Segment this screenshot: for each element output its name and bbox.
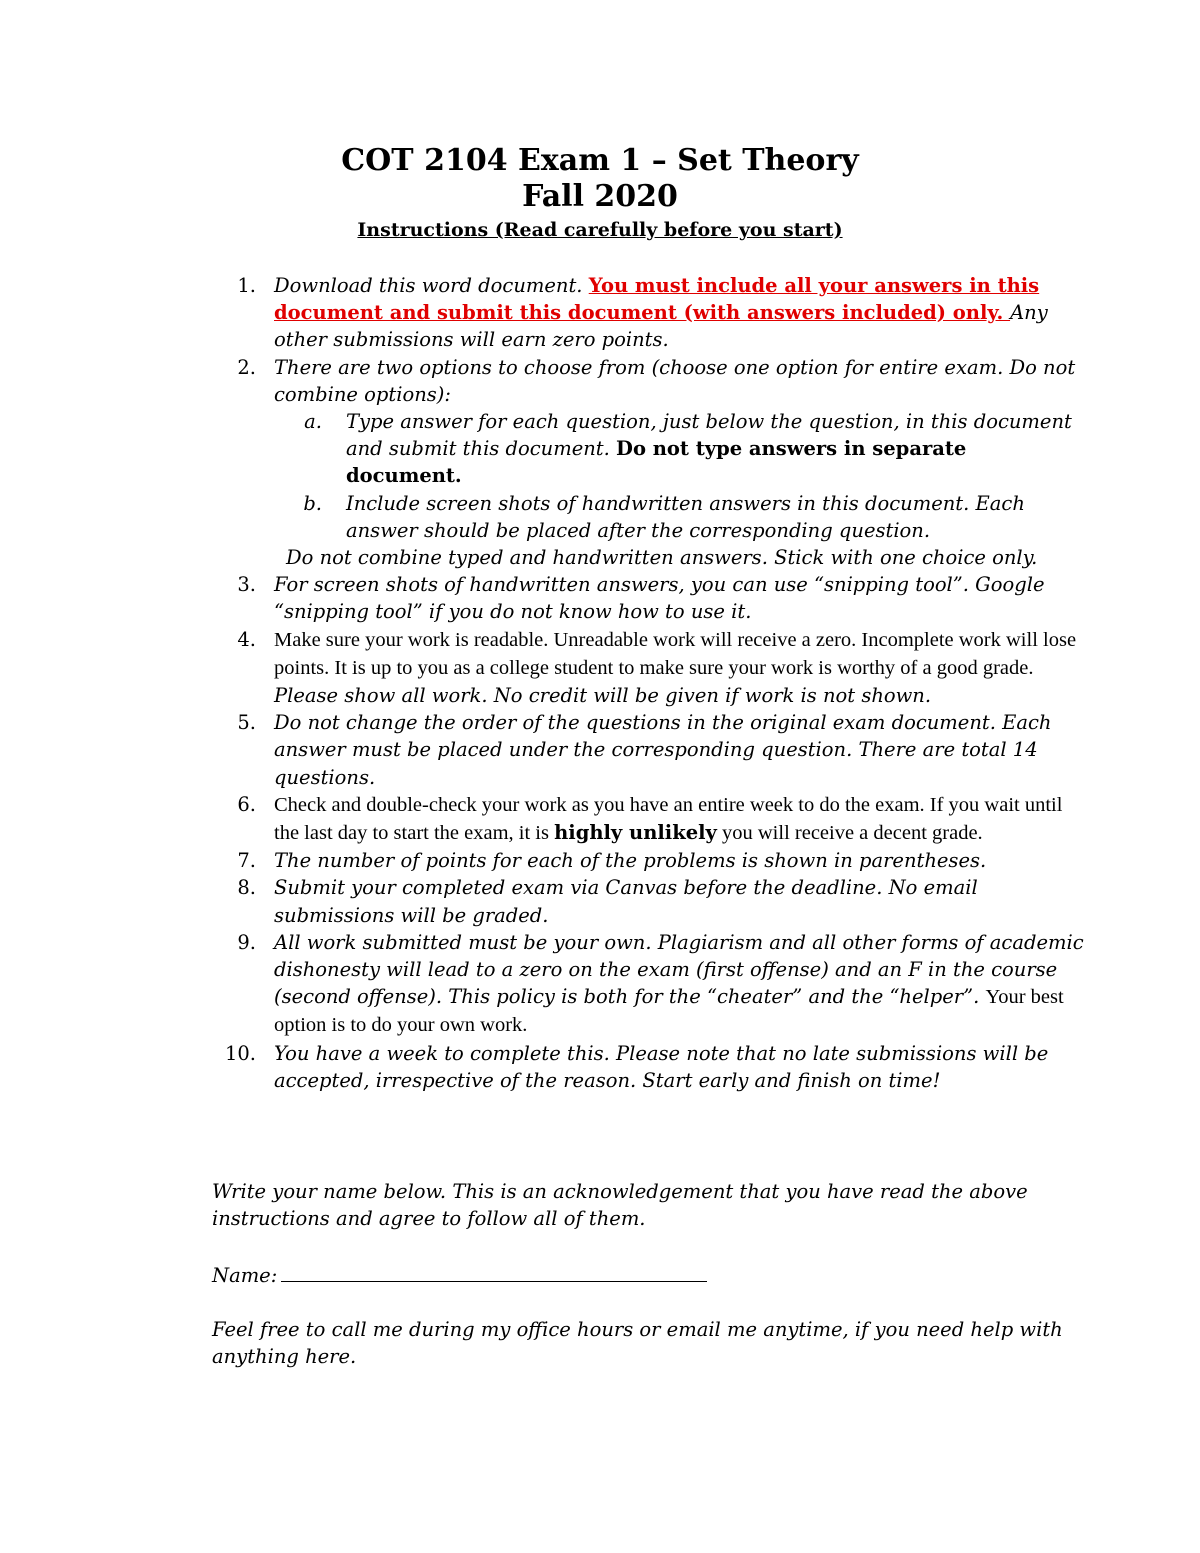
item-number: 5. <box>237 711 256 735</box>
subitem-text: Include screen shots of handwritten answers in this document. Each answer should be placed after the corresponding question. <box>346 491 1025 542</box>
instruction-item-1 <box>216 272 1086 354</box>
item-number: 6. <box>237 792 256 816</box>
instruction-item-7 <box>216 847 1086 874</box>
subitem-letter: b. <box>303 491 322 515</box>
item-text: Any other submissions will earn zero points. <box>274 301 1048 352</box>
item-text: Do not change the order of the questions in the original exam document. Each answer must be placed under the corresponding question. There are total 14 questions. <box>274 711 1052 789</box>
instructions-heading: Instructions (Read carefully before you start) <box>357 219 843 241</box>
item-number: 1. <box>237 274 256 297</box>
instruction-item-5 <box>216 709 1086 791</box>
item-text: Download this word document. <box>274 274 589 297</box>
subitem-letter: a. <box>304 410 322 434</box>
instruction-subitem-b <box>216 490 1086 544</box>
subitem-text: Type answer for each question, just below the question, in this document and submit this document. <box>346 410 1072 461</box>
subitem-bold-text: Do not type answers in separate document. <box>346 437 967 488</box>
item-number: 9. <box>237 930 256 954</box>
item-number: 10. <box>224 1041 256 1065</box>
item-warning: You must include all your answers in this document and submit this document (with answers included) only. <box>274 274 1040 325</box>
item-text: you will receive a decent grade. <box>716 822 983 845</box>
item-text: For screen shots of handwritten answers, you can use “snipping tool”. Google “snipping tool” if you do not know how to use it. <box>274 573 1045 624</box>
item-number: 8. <box>237 876 256 900</box>
item-text: You have a week to complete this. Please note that no late submissions will be accepted, irrespective of the reason. Start early and finish on time! <box>274 1041 1049 1092</box>
item-text: Submit your completed exam via Canvas before the deadline. No email submissions will be graded. <box>274 876 978 927</box>
item-text: The number of points for each of the problems is shown in parentheses. <box>274 849 987 873</box>
item-number: 4. <box>237 627 256 651</box>
instruction-item-6 <box>216 791 1086 847</box>
item-text: Please show all work. No credit will be given if work is not shown. <box>274 684 932 708</box>
exam-term: Fall 2020 <box>522 179 678 214</box>
instruction-item-9 <box>216 929 1086 1040</box>
item-text: Your best option is to do your own work. <box>274 986 1064 1037</box>
exam-title: COT 2104 Exam 1 – Set Theory <box>341 143 859 178</box>
item-text: Check and double-check your work as you have an entire week to do the exam. If you wait until the last day to start the exam, it is <box>274 793 1063 845</box>
help-text: Feel free to call me during my office hours or email me anytime, if you need help with anything here. <box>212 1318 1063 1369</box>
instruction-subitem-a <box>216 408 1086 490</box>
instruction-item-2 <box>216 354 1086 408</box>
instruction-item-8 <box>216 874 1086 928</box>
name-row <box>212 1262 1072 1289</box>
item-text: All work submitted must be your own. Plagiarism and all other forms of academic dishonesty will lead to a zero on the exam (first offense) and an F in the course (second offense). This policy is both for the “cheater” and the “helper”. <box>274 930 1084 1009</box>
instruction-item-10 <box>216 1040 1086 1094</box>
item-text: Make sure your work is readable. Unreadable work will receive a zero. Incomplete work will lose points. It is up to you as a college student to make sure your work is worthy of a good grade. <box>274 628 1077 679</box>
item-number: 2. <box>237 355 256 379</box>
item-bold-text: highly unlikely <box>554 821 717 845</box>
acknowledgement-text: Write your name below. This is an acknowledgement that you have read the above instructions and agree to follow all of them. <box>212 1180 1028 1231</box>
item-text: There are two options to choose from (choose one option for entire exam. Do not combine options): <box>274 355 1076 406</box>
instruction-item-4 <box>216 626 1086 710</box>
item-number: 3. <box>237 573 256 597</box>
name-field[interactable] <box>281 1263 707 1282</box>
item-number: 7. <box>237 849 256 873</box>
combine-note: Do not combine typed and handwritten answers. Stick with one choice only. <box>286 546 1038 570</box>
name-label: Name: <box>212 1264 278 1287</box>
instructions-list <box>216 272 1086 1094</box>
instruction-item-3 <box>216 571 1086 625</box>
